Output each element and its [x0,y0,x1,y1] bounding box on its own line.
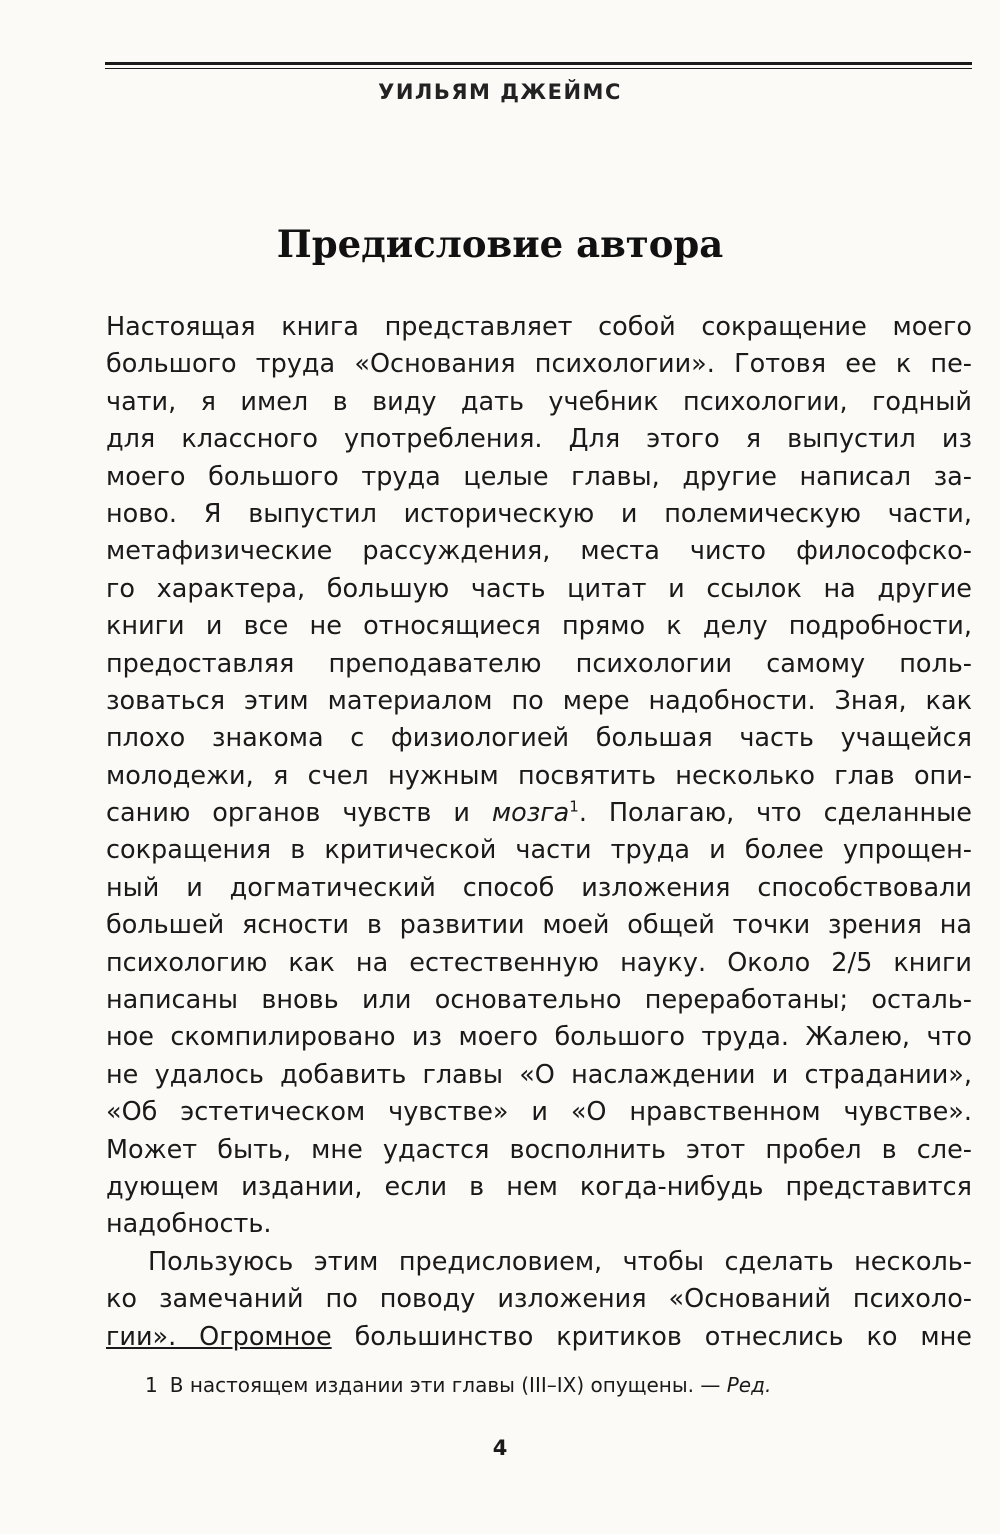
text-line: «Об эстетическом чувстве» и «О нравственном чувстве». [106,1097,972,1128]
text-line: Настоящая книга представляет собой сокращение моего [106,312,972,342]
text-line: зоваться этим материалом по мере надобности. Зная, как [106,685,972,716]
text-line: плохо знакома с физиологией большая часть учащейся [106,723,972,754]
text-segment: большинство критиков отнеслись ко мне [331,1321,972,1352]
italic-word: мозга [491,798,570,829]
text-segment: санию органов чувств и [106,798,492,829]
text-line: большого труда «Основания психологии». Готовя ее к пе- [106,349,972,380]
text-line: чати, я имел в виду дать учебник психологии, годный [106,386,972,417]
running-head: УИЛЬЯМ ДЖЕЙМС [378,80,622,104]
footnote-text: В настоящем издании эти главы (III–IX) опущены. — [169,1373,727,1397]
text-line: ко замечаний по поводу изложения «Оснований психоло- [106,1284,972,1315]
text-line: для классного употребления. Для этого я выпустил из [106,424,972,455]
footnote-number: 1 [145,1373,158,1397]
text-line: ное скомпилировано из моего большого труда. Жалею, что [106,1022,972,1053]
text-line: ново. Я выпустил историческую и полемическую части, [106,498,972,529]
underlined-text: гии». Огромное [106,1321,332,1352]
text-line: Может быть, мне удастся восполнить этот пробел в сле- [106,1134,972,1165]
page-number: 4 [492,1436,508,1460]
text-line: моего большого труда целые главы, другие написал за- [106,461,972,492]
text-line: сокращения в критической части труда и более упрощен- [106,835,972,866]
text-segment: . Полагаю, что сделанные [578,798,972,829]
header-rule-thick [105,62,972,65]
text-line: надобность. [106,1209,272,1240]
text-line: Пользуюсь этим предисловием, чтобы сделать несколь- [148,1246,972,1277]
header-rule-thin [105,68,972,69]
text-line: ный и догматический способ изложения способствовали [106,872,972,903]
text-line: дующем издании, если в нем когда-нибудь представится [106,1171,972,1202]
text-line: го характера, большую часть цитат и ссылок на другие [106,573,972,604]
text-line: предоставляя преподавателю психологии самому поль- [106,648,972,679]
body-text [106,309,972,1356]
footnote-reference: 1 [569,797,579,816]
footnote-editor-mark: Ред. [726,1373,772,1397]
text-line: написаны вновь или основательно переработаны; осталь- [106,985,972,1016]
text-line: психологию как на естественную науку. Около 2/5 книги [106,947,972,978]
text-line: большей ясности в развитии моей общей точки зрения на [106,910,972,941]
text-line: метафизические рассуждения, места чисто философско- [106,536,972,567]
text-line: молодежи, я счел нужным посвятить несколько глав опи- [106,760,972,791]
text-line: не удалось добавить главы «О наслаждении и страдании», [106,1059,972,1090]
text-line-with-footnote-ref [106,795,972,832]
text-line-underlined [106,1319,972,1356]
text-line: книги и все не относящиеся прямо к делу подробности, [106,611,972,642]
footnote [145,1373,771,1397]
chapter-title: Предисловие автора [276,222,724,266]
